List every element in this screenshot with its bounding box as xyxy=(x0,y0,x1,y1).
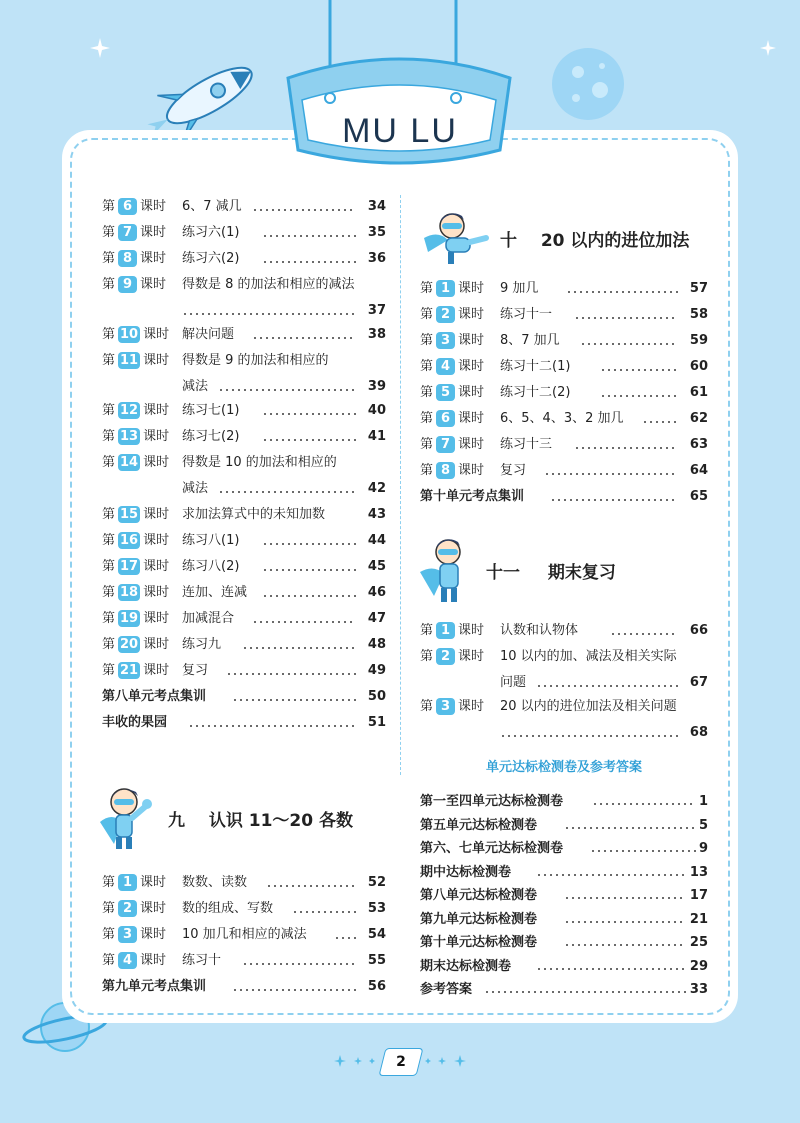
lesson-number-badge: 3 xyxy=(436,698,455,715)
toc-row[interactable] xyxy=(420,861,708,885)
lesson-label: 第 6 课时 xyxy=(420,411,485,426)
page-number: 2 xyxy=(396,1054,406,1070)
dot-leader xyxy=(292,896,356,922)
page-ref: 9 xyxy=(698,841,708,856)
lesson-label: 第九单元考点集训 xyxy=(102,979,207,994)
toc-row[interactable] xyxy=(102,658,386,684)
page-ref: 17 xyxy=(689,888,708,903)
page-ref: 25 xyxy=(689,935,708,950)
lesson-number-badge: 7 xyxy=(118,224,137,241)
toc-row[interactable] xyxy=(420,276,708,302)
lesson-title: 复习 xyxy=(500,463,527,478)
lesson-label: 第 16 课时 xyxy=(102,533,170,548)
lesson-title: 练习十三 xyxy=(500,437,553,452)
toc-row[interactable] xyxy=(102,580,386,606)
toc-row[interactable] xyxy=(420,432,708,458)
toc-row[interactable] xyxy=(102,606,386,632)
page-title: MU LU xyxy=(342,112,458,150)
lesson-title: 6、7 减几 xyxy=(182,199,242,214)
dot-leader xyxy=(262,246,356,272)
toc-row[interactable] xyxy=(102,272,386,322)
dot-leader xyxy=(544,458,678,484)
toc-row[interactable] xyxy=(420,908,708,932)
toc-row[interactable] xyxy=(102,194,386,220)
dot-leader xyxy=(232,974,356,1000)
toc-row[interactable] xyxy=(420,884,708,908)
dot-leader xyxy=(566,276,678,302)
toc-row[interactable] xyxy=(420,931,708,955)
dot-leader xyxy=(218,476,356,502)
page-ref: 50 xyxy=(367,689,386,704)
lesson-number-badge: 16 xyxy=(120,533,139,548)
lesson-title: 练习十一 xyxy=(500,307,553,322)
lesson-title: 6、5、4、3、2 加几 xyxy=(500,411,624,426)
page-ref: 60 xyxy=(689,359,708,374)
lesson-number-badge: 11 xyxy=(120,353,139,368)
lesson-label: 第 20 课时 xyxy=(102,637,170,652)
lesson-number-badge: 18 xyxy=(120,585,139,600)
dot-leader xyxy=(564,882,686,908)
toc-row[interactable] xyxy=(102,398,386,424)
dot-leader xyxy=(600,354,678,380)
page-ref: 29 xyxy=(689,958,708,974)
toc-row[interactable] xyxy=(420,354,708,380)
unit-10-heading xyxy=(500,226,689,251)
lesson-number-badge: 6 xyxy=(436,410,455,427)
toc-row[interactable] xyxy=(102,948,386,974)
toc-row[interactable] xyxy=(420,328,708,354)
page-ref: 41 xyxy=(367,429,386,444)
lesson-title: 练习七(2) xyxy=(182,429,240,444)
dot-leader xyxy=(226,658,356,684)
page-ref: 46 xyxy=(367,585,386,600)
lesson-title: 加减混合 xyxy=(182,611,235,626)
toc-row[interactable] xyxy=(102,348,386,398)
lesson-title: 9 加几 xyxy=(500,281,539,296)
page-ref: 36 xyxy=(367,251,386,266)
lesson-label: 第 10 课时 xyxy=(102,327,170,342)
lesson-label: 第 13 课时 xyxy=(102,429,170,444)
page-number-badge xyxy=(379,1048,424,1076)
toc-row[interactable] xyxy=(102,322,386,348)
dot-leader xyxy=(536,953,686,979)
toc-row[interactable] xyxy=(102,922,386,948)
lesson-number-badge: 1 xyxy=(436,622,455,639)
dot-leader xyxy=(574,302,678,328)
lesson-number-badge: 4 xyxy=(436,358,455,375)
dot-leader xyxy=(188,710,356,736)
lesson-label: 第 18 课时 xyxy=(102,585,170,600)
page-ref: 21 xyxy=(689,911,708,927)
lesson-label: 第 19 课时 xyxy=(102,611,170,626)
lesson-label: 期中达标检测卷 xyxy=(420,864,512,880)
lesson-title: 数的组成、写数 xyxy=(182,901,274,916)
lesson-title: 减法 xyxy=(182,379,209,394)
toc-row[interactable] xyxy=(420,302,708,328)
lesson-number-badge: 9 xyxy=(118,276,137,293)
page-ref: 66 xyxy=(689,623,708,638)
toc-row[interactable] xyxy=(420,955,708,979)
lesson-number-badge: 2 xyxy=(436,306,455,323)
dot-leader xyxy=(182,298,356,324)
page-ref: 13 xyxy=(689,864,708,880)
toc-row[interactable] xyxy=(420,694,708,744)
page-ref: 49 xyxy=(367,663,386,678)
toc-row[interactable] xyxy=(102,684,386,710)
lesson-title: 练习八(1) xyxy=(182,533,240,548)
lesson-label: 第 2 课时 xyxy=(102,901,167,916)
dot-leader xyxy=(590,835,696,861)
right-toc-column xyxy=(420,276,708,510)
toc-row[interactable] xyxy=(420,618,708,644)
lesson-title: 练习十 xyxy=(182,953,222,968)
lesson-title: 练习六(1) xyxy=(182,225,240,240)
lesson-label: 第九单元达标检测卷 xyxy=(420,911,538,927)
dot-leader xyxy=(600,380,678,406)
page-ref: 61 xyxy=(689,385,708,400)
dot-leader xyxy=(262,528,356,554)
lesson-title: 练习七(1) xyxy=(182,403,240,418)
unit-9-title: 认识 11～20 各数 xyxy=(208,811,353,831)
dot-leader xyxy=(564,929,686,955)
unit-11-number: 十一 xyxy=(486,563,520,583)
lesson-title: 问题 xyxy=(500,675,527,690)
superhero-mascot-icon xyxy=(92,782,158,854)
toc-row[interactable] xyxy=(420,380,708,406)
lesson-title: 认数和认物体 xyxy=(500,623,579,638)
page-ref: 63 xyxy=(689,437,708,452)
lesson-label: 第 7 课时 xyxy=(102,225,167,240)
lesson-label: 丰收的果园 xyxy=(102,715,168,730)
unit-11-title: 期末复习 xyxy=(547,563,616,583)
unit-10-title: 20 以内的进位加法 xyxy=(540,231,690,251)
lesson-number-badge: 21 xyxy=(120,663,139,678)
toc-row[interactable] xyxy=(420,644,708,694)
toc-row[interactable] xyxy=(102,974,386,1000)
page-ref: 39 xyxy=(367,379,386,394)
toc-row[interactable] xyxy=(102,870,386,896)
lesson-title: 求加法算式中的未知加数 xyxy=(182,507,326,522)
page-ref: 65 xyxy=(689,489,708,504)
toc-row[interactable] xyxy=(102,502,386,528)
lesson-label: 第 14 课时 xyxy=(102,455,170,470)
lesson-label: 第 17 课时 xyxy=(102,559,170,574)
lesson-title: 得数是 8 的加法和相应的减法 xyxy=(182,277,355,292)
lesson-number-badge: 5 xyxy=(436,384,455,401)
dot-leader xyxy=(242,632,356,658)
dot-leader xyxy=(592,788,696,814)
page-ref: 35 xyxy=(367,225,386,240)
lesson-label: 第 5 课时 xyxy=(420,385,485,400)
toc-row[interactable] xyxy=(420,978,708,1002)
lesson-number-badge: 2 xyxy=(436,648,455,665)
dot-leader xyxy=(500,720,678,746)
lesson-label: 第 3 课时 xyxy=(420,699,485,714)
lesson-title: 练习十二(1) xyxy=(500,359,571,374)
lesson-label: 第 2 课时 xyxy=(420,307,485,322)
lesson-label: 第 2 课时 xyxy=(420,649,485,664)
lesson-title: 解决问题 xyxy=(182,327,235,342)
tests-list xyxy=(420,790,708,1002)
unit-11-lessons xyxy=(420,618,708,744)
page-ref: 33 xyxy=(689,982,708,997)
dot-leader xyxy=(232,684,356,710)
lesson-number-badge: 4 xyxy=(118,952,137,969)
page-ref: 48 xyxy=(367,637,386,652)
lesson-label: 第 3 课时 xyxy=(102,927,167,942)
lesson-number-badge: 3 xyxy=(118,926,137,943)
lesson-number-badge: 20 xyxy=(120,637,139,652)
page-ref: 43 xyxy=(367,507,386,522)
lesson-label: 第 1 课时 xyxy=(102,875,167,890)
unit-9-lessons xyxy=(102,870,386,1000)
page-ref: 45 xyxy=(367,559,386,574)
lesson-title: 得数是 10 的加法和相应的 xyxy=(182,455,337,470)
lesson-number-badge: 6 xyxy=(118,198,137,215)
unit-11-heading xyxy=(486,558,616,583)
superhero-mascot-icon xyxy=(414,534,484,610)
dot-leader xyxy=(266,870,356,896)
lesson-label: 第五单元达标检测卷 xyxy=(420,817,538,833)
lesson-label: 第 11 课时 xyxy=(102,353,170,368)
lesson-number-badge: 7 xyxy=(436,436,455,453)
lesson-label: 参考答案 xyxy=(420,982,473,997)
toc-row[interactable] xyxy=(420,814,708,838)
page-ref: 38 xyxy=(367,327,386,342)
dot-leader xyxy=(218,374,356,400)
lesson-label: 第 7 课时 xyxy=(420,437,485,452)
page-ref: 1 xyxy=(698,794,708,809)
lesson-title: 8、7 加几 xyxy=(500,333,560,348)
lesson-label: 第一至四单元达标检测卷 xyxy=(420,794,564,809)
lesson-label: 第八单元考点集训 xyxy=(102,689,207,704)
page-ref: 40 xyxy=(367,403,386,418)
title-banner xyxy=(250,0,550,180)
tests-section-heading: 单元达标检测卷及参考答案 xyxy=(485,760,642,775)
page-ref: 34 xyxy=(367,199,386,214)
lesson-label: 第 4 课时 xyxy=(420,359,485,374)
lesson-label: 第 15 课时 xyxy=(102,507,170,522)
lesson-title: 10 加几和相应的减法 xyxy=(182,927,307,942)
page-ref: 47 xyxy=(367,611,386,626)
lesson-number-badge: 13 xyxy=(120,429,139,444)
column-divider xyxy=(400,195,401,775)
lesson-number-badge: 19 xyxy=(120,611,139,626)
toc-row[interactable] xyxy=(102,450,386,502)
left-toc-column xyxy=(102,194,386,736)
page-ref: 58 xyxy=(689,307,708,322)
page-ref: 42 xyxy=(367,481,386,496)
lesson-label: 第 1 课时 xyxy=(420,281,485,296)
lesson-label: 第 9 课时 xyxy=(102,277,167,292)
page-ref: 56 xyxy=(367,979,386,994)
dot-leader xyxy=(642,406,678,432)
dot-leader xyxy=(564,906,686,932)
page-ref: 54 xyxy=(367,927,386,942)
lesson-number-badge: 8 xyxy=(118,250,137,267)
lesson-label: 第 6 课时 xyxy=(102,199,167,214)
lesson-number-badge: 12 xyxy=(120,403,139,418)
unit-9-heading xyxy=(168,806,353,831)
dot-leader xyxy=(262,554,356,580)
lesson-number-badge: 3 xyxy=(436,332,455,349)
lesson-label: 第六、七单元达标检测卷 xyxy=(420,841,564,856)
toc-row[interactable] xyxy=(102,896,386,922)
lesson-label: 第八单元达标检测卷 xyxy=(420,888,538,903)
lesson-title: 连加、连减 xyxy=(182,585,248,600)
page-ref: 52 xyxy=(367,875,386,890)
superhero-mascot-icon xyxy=(414,208,494,270)
dot-leader xyxy=(252,194,356,220)
toc-row[interactable] xyxy=(420,484,708,510)
dot-leader xyxy=(252,606,356,632)
lesson-number-badge: 8 xyxy=(436,462,455,479)
toc-row[interactable] xyxy=(420,406,708,432)
dot-leader xyxy=(580,328,678,354)
lesson-label: 第 4 课时 xyxy=(102,953,167,968)
dot-leader xyxy=(574,432,678,458)
page-ref: 68 xyxy=(689,725,708,740)
lesson-number-badge: 10 xyxy=(120,327,139,342)
page-ref: 64 xyxy=(689,463,708,478)
lesson-number-badge: 2 xyxy=(118,900,137,917)
page-ref: 51 xyxy=(367,715,386,730)
lesson-title: 练习九 xyxy=(182,637,222,652)
toc-row[interactable] xyxy=(102,246,386,272)
dot-leader xyxy=(334,922,356,948)
page-ref: 37 xyxy=(367,303,386,318)
toc-row[interactable] xyxy=(102,710,386,736)
page-ref: 62 xyxy=(689,411,708,426)
planet-icon xyxy=(548,44,628,124)
lesson-number-badge: 14 xyxy=(120,455,139,470)
dot-leader xyxy=(536,859,686,885)
toc-row[interactable] xyxy=(420,458,708,484)
toc-row[interactable] xyxy=(420,790,708,814)
lesson-number-badge: 15 xyxy=(120,507,139,522)
page-ref: 5 xyxy=(698,817,708,833)
dot-leader xyxy=(610,618,678,644)
lesson-title: 20 以内的进位加法及相关问题 xyxy=(500,699,677,714)
lesson-number-badge: 17 xyxy=(120,559,139,574)
page-ref: 55 xyxy=(367,953,386,968)
lesson-number-badge: 1 xyxy=(436,280,455,297)
lesson-number-badge: 1 xyxy=(118,874,137,891)
unit-10-number: 十 xyxy=(500,231,517,251)
page-ref: 53 xyxy=(367,901,386,916)
toc-row[interactable] xyxy=(102,632,386,658)
lesson-title: 练习八(2) xyxy=(182,559,240,574)
sparkle-icon xyxy=(90,38,110,58)
lesson-title: 复习 xyxy=(182,663,209,678)
dot-leader xyxy=(550,484,678,510)
dot-leader xyxy=(564,812,696,838)
sparkle-icon xyxy=(760,40,776,56)
dot-leader xyxy=(262,580,356,606)
dot-leader xyxy=(252,322,356,348)
lesson-label: 第 8 课时 xyxy=(420,463,485,478)
toc-row[interactable] xyxy=(102,424,386,450)
toc-row[interactable] xyxy=(102,220,386,246)
lesson-label: 第 3 课时 xyxy=(420,333,485,348)
lesson-title: 减法 xyxy=(182,481,209,496)
lesson-label: 第十单元考点集训 xyxy=(420,489,525,504)
dot-leader xyxy=(262,424,356,450)
lesson-title: 练习十二(2) xyxy=(500,385,571,400)
lesson-title: 10 以内的加、减法及相关实际 xyxy=(500,649,677,664)
lesson-label: 第 21 课时 xyxy=(102,663,170,678)
lesson-label: 第 8 课时 xyxy=(102,251,167,266)
dot-leader xyxy=(484,976,686,1002)
dot-leader xyxy=(536,670,678,696)
lesson-title: 得数是 9 的加法和相应的 xyxy=(182,353,329,368)
page-ref: 67 xyxy=(689,675,708,690)
toc-row[interactable] xyxy=(102,554,386,580)
page-ref: 59 xyxy=(689,333,708,348)
page-ref: 44 xyxy=(367,533,386,548)
lesson-label: 期末达标检测卷 xyxy=(420,958,512,974)
toc-row[interactable] xyxy=(420,837,708,861)
dot-leader xyxy=(242,948,356,974)
lesson-title: 练习六(2) xyxy=(182,251,240,266)
toc-row[interactable] xyxy=(102,528,386,554)
lesson-label: 第 1 课时 xyxy=(420,623,485,638)
lesson-label: 第 12 课时 xyxy=(102,403,170,418)
page-ref: 57 xyxy=(689,281,708,296)
unit-9-number: 九 xyxy=(168,811,185,831)
lesson-label: 第十单元达标检测卷 xyxy=(420,935,538,950)
dot-leader xyxy=(262,398,356,424)
dot-leader xyxy=(262,220,356,246)
lesson-title: 数数、读数 xyxy=(182,875,248,890)
